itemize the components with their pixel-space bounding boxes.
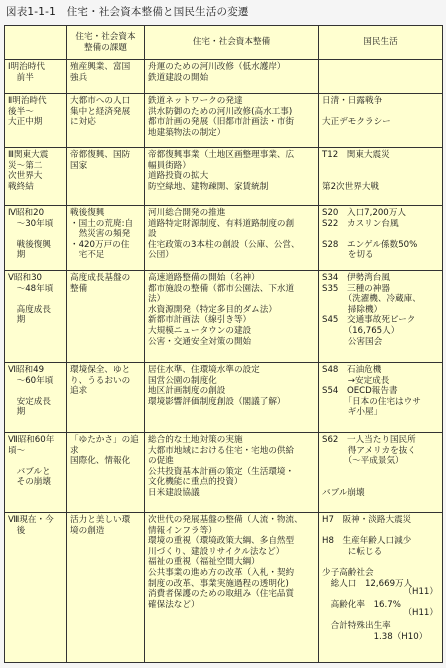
infra-cell: 鉄道ネットワークの発達 洪水防御のための河川改修(高水工事) 都市計画の発展（旧都市計画法・市街 地建築物法の制定）: [145, 94, 319, 148]
table-row: [5, 363, 443, 433]
table-row: [5, 148, 443, 206]
life-cell: T12 関東大震災 第2次世界大戦: [319, 148, 443, 206]
issue-cell: 「ゆたかさ」の追 求 国際化、情報化: [67, 433, 145, 513]
infra-cell: 居住水準、住環境水準の設定 国営公園の制度化 地区計画制度の創設 環境影響評価制度創設（閣議了解）: [145, 363, 319, 433]
era-cell: Ⅳ昭和20 ～30年頃 戦後復興 期: [5, 206, 67, 271]
header-life: 国民生活: [319, 26, 443, 60]
infra-cell: 総合的な土地対策の実施 大都市地域における住宅・宅地の供給 の促進 公共投資基本計画の策定（生活環境・ 文化機能に重点的投資） 日米建設協議: [145, 433, 319, 513]
table-row: [5, 271, 443, 363]
life-cell: S62 一人当たり国民所 得アメリカを抜く （～平成景気） バブル崩壊: [319, 433, 443, 513]
life-cell: S20 入口7,200万人 S22 カスリン台風 S28 エンゲル係数50% を切る: [319, 206, 443, 271]
history-table: [4, 25, 443, 663]
table-row: [5, 433, 443, 513]
issue-cell: 環境保全、ゆと り、うるおいの 追求: [67, 363, 145, 433]
header-issue: 住宅・社会資本 整備の課題: [67, 26, 145, 60]
issue-cell: 殖産興業、富国 強兵: [67, 60, 145, 94]
era-cell: Ⅱ明治時代 後半～ 大正中期: [5, 94, 67, 148]
header-era: [5, 26, 67, 60]
era-cell: Ⅷ現在・今 後: [5, 513, 67, 663]
era-cell: Ⅴ昭和30 ～48年頃 高度成長 期: [5, 271, 67, 363]
infra-cell: 次世代の発展基盤の整備（人流・物流、 情報インフラ等） 環境の重視（環境政策大綱、多自然型 川づくり、建設リサイクル法など） 福祉の重視（福祉空間大綱） 公共事業の進め方の改革（入札・契約 制度の改革、事業実施過程の透明化) 消費者保護のための取組み（住宅品質 確保法など）: [145, 513, 319, 663]
issue-cell: 高度成長基盤の 整備: [67, 271, 145, 363]
table-row: [5, 206, 443, 271]
life-note: （H11）: [403, 587, 438, 597]
infra-cell: 舟運のための河川改修（低水護岸） 鉄道建設の開始: [145, 60, 319, 94]
table-header-row: [5, 26, 443, 60]
life-cell: 日清・日露戦争 大正デモクラシー: [319, 94, 443, 148]
infra-cell: 高速道路整備の開始（名神） 都市施設の整備（都市公園法、下水道 法） 水資源開発（特定多目的ダム法） 新都市計画法（線引き等） 大規模ニュータウンの建設 公害・交通安全対策の開始: [145, 271, 319, 363]
life-cell: [319, 60, 443, 94]
issue-cell: 戦後復興 ・国土の荒廃:自 然災害の頻発 ・420万戸の住 宅不足: [67, 206, 145, 271]
issue-cell: 活力と美しい環 境の創造: [67, 513, 145, 663]
life-note: （H11）: [403, 608, 438, 618]
issue-cell: 大都市への人口 集中と経済発展 に対応: [67, 94, 145, 148]
table-row: [5, 94, 443, 148]
era-cell: Ⅵ昭和49 ～60年頃 安定成長 期: [5, 363, 67, 433]
page-title: 図表1-1-1 住宅・社会資本整備と国民生活の変遷: [6, 6, 249, 18]
era-cell: Ⅶ昭和60年 頃～ バブルと その崩壊: [5, 433, 67, 513]
era-cell: Ⅲ関東大震 災～第二 次世界大 戦終結: [5, 148, 67, 206]
life-cell: S48 石油危機 →安定成長 S54 OECD報告書 「日本の住宅はウサ ギ小屋」: [319, 363, 443, 433]
header-infra: 住宅・社会資本整備: [145, 26, 319, 60]
life-cell: S34 伊勢湾台風 S35 三種の神器 （洗濯機、冷蔵庫、 掃除機） S45 交通事故死ピーク （16,765人） 公害国会: [319, 271, 443, 363]
life-cell-text: H7 阪神・淡路大震災 H8 生産年齢人口減少 に転じる 少子高齢社会 総人口 12,669万人 高齢化率 16.7% 合計特殊出生率 1.38（H10）: [322, 515, 428, 642]
table-row: [5, 513, 443, 663]
era-cell: Ⅰ明治時代 前半: [5, 60, 67, 94]
life-cell: [319, 513, 443, 663]
table-row: [5, 60, 443, 94]
infra-cell: 帝都復興事業（土地区画整理事業、広 幅員街路） 道路投資の拡大 防空緑地、建物疎開、家賃統制: [145, 148, 319, 206]
infra-cell: 河川総合開発の推進 道路特定財源制度、有料道路制度の創 設 住宅政策の3本柱の創設（公庫、公営、 公団）: [145, 206, 319, 271]
issue-cell: 帝都復興、国防 国家: [67, 148, 145, 206]
